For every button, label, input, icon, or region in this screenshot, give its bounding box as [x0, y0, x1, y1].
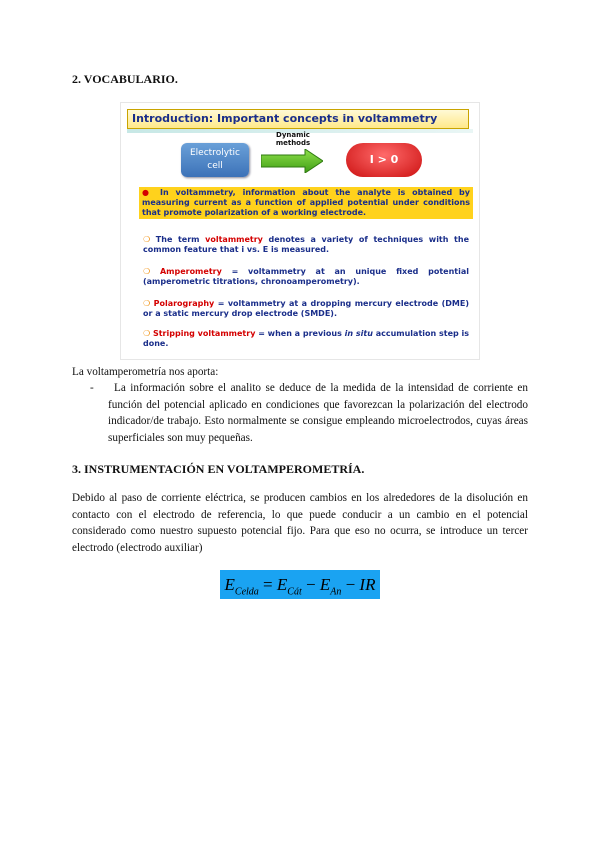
- cell-potential-formula: $E_{Celda} = E_{Cát} - E_{An}$ − IR: [220, 570, 380, 599]
- slide-title: Introduction: Important concepts in voltammetry: [127, 109, 469, 129]
- current-greater-zero-ellipse: I > 0: [346, 143, 422, 177]
- term-voltammetry: voltammetry: [205, 235, 263, 244]
- key-point-box: [139, 187, 473, 219]
- item-voltammetry: ❍ The term voltammetry denotes a variety of techniques with the common feature that i vs. E is measured.: [143, 235, 470, 254]
- item-amperometry: ❍ Amperometry = voltammetry at an unique fixed potential (amperometric titrations, chronoamperometry).: [143, 267, 469, 286]
- key-point-text: In voltammetry, information about the analyte is obtained by measuring current as a function of applied potential under conditions that promote polarization of a working electrode.: [142, 188, 471, 217]
- orange-bullet-icon: ❍: [143, 235, 156, 244]
- orange-bullet-icon: ❍: [143, 299, 154, 308]
- section-3-heading: 3. INSTRUMENTACIÓN EN VOLTAMPEROMETRÍA.: [72, 462, 365, 476]
- dynamic-methods-label: [269, 131, 317, 147]
- item-polarography: ❍ Polarography = voltammetry at a dropping mercury electrode (DME) or a static mercury drop electrode (SMDE).: [143, 299, 469, 318]
- red-bullet-icon: ●: [142, 188, 160, 197]
- item-stripping: ❍ Stripping voltammetry = when a previous in situ accumulation step is done.: [143, 329, 470, 348]
- dynamic-line-1: Dynamic: [276, 131, 310, 139]
- dynamic-line-2: methods: [275, 139, 311, 147]
- section-3-paragraph: Debido al paso de corriente eléctrica, se producen cambios en los alrededores de la disolución en contacto con el electrodo de referencia, lo que puede conducir a un cambio en el potencial considerado como nuestro supuesto potencial fijo. Para que eso no ocurra, se introduce un tercer electrodo (electrodo auxiliar): [72, 492, 528, 554]
- electrolytic-cell-box: [181, 143, 249, 177]
- term-stripping: Stripping voltammetry: [152, 329, 256, 338]
- orange-bullet-icon: ❍: [143, 267, 160, 276]
- dash-bullet: -: [90, 382, 94, 394]
- intro-text: La voltamperometría nos aporta:: [72, 366, 219, 378]
- electrolytic-line-2: cell: [207, 161, 223, 171]
- orange-bullet-icon: ❍: [143, 329, 153, 338]
- term-amperometry: Amperometry: [159, 267, 222, 276]
- term-polarography: Polarography: [153, 299, 215, 308]
- section-2-heading: 2. VOCABULARIO.: [72, 72, 178, 86]
- bullet-text: La información sobre el analito se deduce de la medida de la intensidad de corriente en función del potencial aplicado en condiciones que favorezcan la polarización del electrodo indicador/de trabajo. Esto normalmente se consigue empleando microelectrodos, cuyas áreas superficiales son muy pequeñas.: [108, 382, 528, 444]
- right-arrow-icon: [261, 149, 323, 173]
- voltammetry-slide-figure: [120, 102, 480, 360]
- electrolytic-line-1: Electrolytic: [189, 148, 240, 158]
